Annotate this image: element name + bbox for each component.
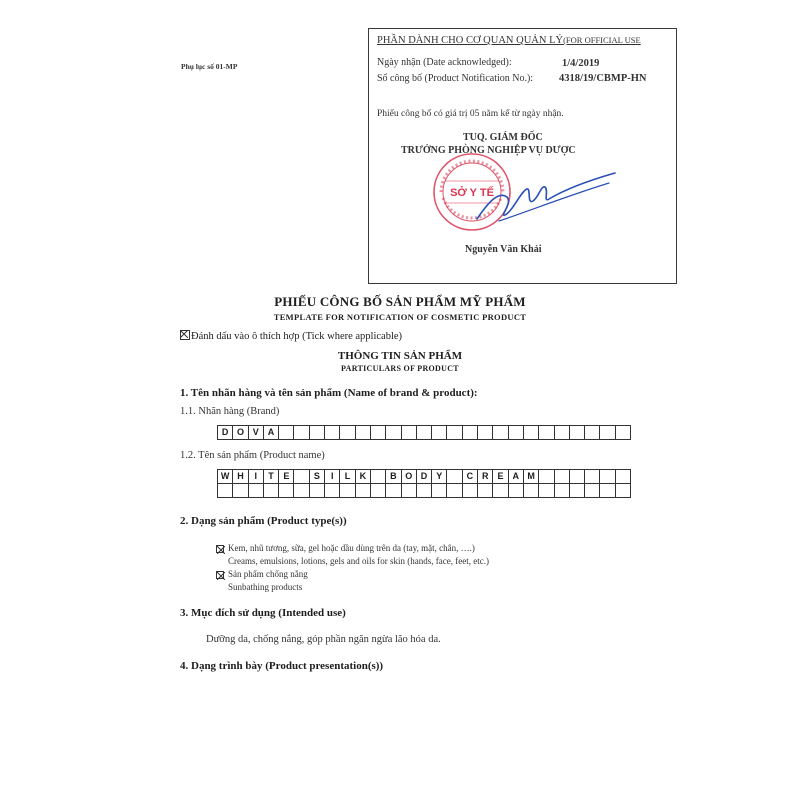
grid-cell: V — [248, 426, 263, 440]
grid-cell — [355, 484, 370, 498]
product-type-checkbox-2[interactable] — [216, 571, 224, 579]
grid-cell — [294, 426, 309, 440]
grid-cell — [386, 426, 401, 440]
grid-cell — [554, 426, 569, 440]
q1-heading: 1. Tên nhãn hàng và tên sản phẩm (Name of brand & product): — [180, 387, 478, 399]
checked-box-icon — [180, 330, 190, 340]
grid-cell — [386, 484, 401, 498]
stamp-text: SỞ Y TẾ — [450, 187, 494, 199]
brand-grid — [217, 425, 631, 440]
grid-cell: C — [462, 470, 477, 484]
product-name-label: 1.2. Tên sản phẩm (Product name) — [180, 450, 325, 461]
date-acknowledged-label: Ngày nhận (Date acknowledged): — [377, 57, 512, 68]
brand-label: 1.1. Nhãn hàng (Brand) — [180, 406, 280, 417]
grid-cell — [569, 484, 584, 498]
grid-cell — [539, 426, 554, 440]
grid-cell — [615, 426, 630, 440]
appendix-label: Phụ lục số 01-MP — [181, 62, 238, 71]
grid-cell — [432, 426, 447, 440]
grid-cell — [401, 426, 416, 440]
grid-cell — [309, 426, 324, 440]
product-type-1-en: Creams, emulsions, lotions, gels and oils for skin (hands, face, feet, etc.) — [228, 556, 489, 566]
grid-cell: A — [263, 426, 278, 440]
grid-cell — [325, 426, 340, 440]
grid-cell — [585, 426, 600, 440]
grid-cell — [370, 426, 385, 440]
grid-cell: T — [263, 470, 278, 484]
grid-cell — [340, 484, 355, 498]
grid-cell — [539, 484, 554, 498]
grid-cell: I — [325, 470, 340, 484]
grid-cell: R — [478, 470, 493, 484]
grid-cell — [416, 484, 431, 498]
grid-cell: A — [508, 470, 523, 484]
q3-heading: 3. Mục đích sử dụng (Intended use) — [180, 607, 346, 619]
grid-cell — [294, 470, 309, 484]
product-type-2-vi: Sản phẩm chống nắng — [228, 569, 308, 579]
grid-cell — [585, 484, 600, 498]
grid-cell — [600, 426, 615, 440]
product-type-1-vi: Kem, nhũ tương, sữa, gel hoặc dầu dùng trên da (tay, mặt, chân, ….) — [228, 543, 475, 553]
grid-cell — [462, 484, 477, 498]
signer-name: Nguyễn Văn Khải — [465, 244, 542, 255]
intended-use-text: Dưỡng da, chống nắng, góp phần ngăn ngừa lão hóa da. — [206, 634, 441, 645]
grid-cell — [508, 484, 523, 498]
grid-cell — [615, 484, 630, 498]
grid-cell: O — [401, 470, 416, 484]
tick-instruction: Đánh dấu vào ô thích hợp (Tick where applicable) — [180, 330, 402, 342]
grid-cell — [325, 484, 340, 498]
grid-cell: W — [218, 470, 233, 484]
grid-cell — [523, 426, 538, 440]
grid-cell: E — [493, 470, 508, 484]
product-name-grid — [217, 469, 631, 498]
grid-cell — [370, 470, 385, 484]
grid-cell: I — [248, 470, 263, 484]
grid-cell: L — [340, 470, 355, 484]
grid-cell: H — [233, 470, 248, 484]
grid-cell: O — [233, 426, 248, 440]
grid-cell — [600, 470, 615, 484]
q2-heading: 2. Dạng sản phẩm (Product type(s)) — [180, 515, 347, 527]
grid-cell — [585, 470, 600, 484]
grid-cell — [279, 426, 294, 440]
section-title: THÔNG TIN SẢN PHẨM — [337, 350, 463, 362]
date-acknowledged-value: 1/4/2019 — [562, 58, 600, 69]
grid-cell: B — [386, 470, 401, 484]
grid-cell — [447, 426, 462, 440]
department-head-title: TRƯỞNG PHÒNG NGHIỆP VỤ DƯỢC — [401, 145, 576, 156]
section-subtitle: PARTICULARS OF PRODUCT — [341, 364, 459, 373]
grid-cell — [279, 484, 294, 498]
grid-cell — [554, 470, 569, 484]
grid-cell: K — [355, 470, 370, 484]
validity-note: Phiếu công bố có giá trị 05 năm kể từ ngày nhận. — [377, 109, 564, 119]
grid-cell: M — [523, 470, 538, 484]
notification-number-value: 4318/19/CBMP-HN — [559, 73, 647, 84]
grid-cell: Y — [432, 470, 447, 484]
grid-cell — [233, 484, 248, 498]
grid-cell: D — [416, 470, 431, 484]
grid-cell — [462, 426, 477, 440]
grid-cell — [447, 484, 462, 498]
signature-icon — [469, 161, 619, 231]
grid-cell — [309, 484, 324, 498]
product-type-2-en: Sunbathing products — [228, 582, 303, 592]
grid-cell: S — [309, 470, 324, 484]
grid-cell — [218, 484, 233, 498]
grid-cell — [432, 484, 447, 498]
grid-cell — [493, 426, 508, 440]
grid-cell — [615, 470, 630, 484]
grid-cell — [248, 484, 263, 498]
deputy-director-title: TUQ. GIÁM ĐỐC — [463, 132, 543, 143]
grid-cell — [478, 484, 493, 498]
grid-cell — [340, 426, 355, 440]
grid-cell — [539, 470, 554, 484]
grid-cell — [416, 426, 431, 440]
grid-cell — [294, 484, 309, 498]
grid-cell — [401, 484, 416, 498]
grid-cell: D — [218, 426, 233, 440]
official-use-box — [368, 28, 677, 284]
official-box-title: PHẦN DÀNH CHO CƠ QUAN QUẢN LÝ(FOR OFFICIAL USE — [377, 35, 641, 46]
grid-cell: E — [279, 470, 294, 484]
document-title: PHIẾU CÔNG BỐ SẢN PHẨM MỸ PHẨM — [274, 294, 526, 309]
grid-cell — [447, 470, 462, 484]
grid-cell — [263, 484, 278, 498]
grid-cell — [478, 426, 493, 440]
document-subtitle: TEMPLATE FOR NOTIFICATION OF COSMETIC PRODUCT — [273, 312, 527, 322]
grid-cell — [554, 484, 569, 498]
grid-cell — [569, 426, 584, 440]
grid-cell — [493, 484, 508, 498]
product-type-checkbox-1[interactable] — [216, 545, 224, 553]
grid-cell — [600, 484, 615, 498]
grid-cell — [523, 484, 538, 498]
q4-heading: 4. Dạng trình bày (Product presentation(s)) — [180, 660, 384, 672]
grid-cell — [508, 426, 523, 440]
grid-cell — [370, 484, 385, 498]
grid-cell — [355, 426, 370, 440]
grid-cell — [569, 470, 584, 484]
notification-number-label: Số công bố (Product Notification No.): — [377, 73, 534, 84]
